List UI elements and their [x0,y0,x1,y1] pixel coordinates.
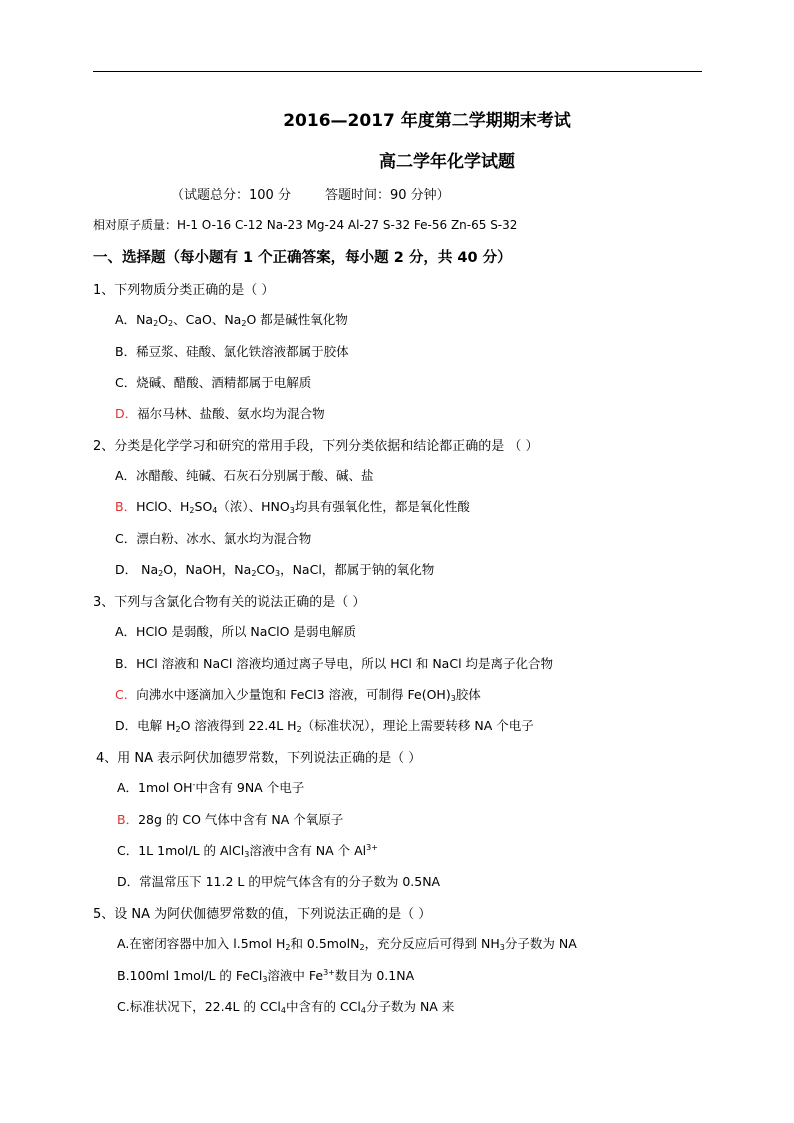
question-4-option-c: C．1L 1mol/L 的 AlCl$_3$溶液中含有 NA 个 $Al^{3+}$ [117,843,378,859]
question-3-option-b: B．HCl 溶液和 NaCl 溶液均通过离子导电，所以 HCl 和 NaCl 均是离子化合物 [115,656,554,671]
question-3-option-a: A．HClO 是弱酸，所以 NaClO 是弱电解质 [115,624,356,639]
question-4-option-b: B．28g 的 CO 气体中含有 NA 个氧原子 [117,812,344,827]
question-2-option-c: C．漂白粉、冰水、氯水均为混合物 [115,531,312,546]
answer-label: D． [115,406,138,421]
question-1-option-c: C．烧碱、醋酸、酒精都属于电解质 [115,375,312,390]
exam-info [171,184,450,203]
question-4-option-d: D．常温常压下 11.2 L 的甲烷气体含有的分子数为 0.5NA [117,874,441,889]
exam-time: 答题时间：90 分钟） [324,188,450,203]
answer-label: C． [115,687,137,702]
question-2-stem: 2、分类是化学学习和研究的常用手段，下列分类依据和结论都正确的是 （ ） [93,439,539,454]
question-3-stem: 3、下列与含氯化合物有关的说法正确的是（ ） [93,595,366,610]
question-2-option-d: D． $Na_2O$，NaOH，$Na_2CO_3$，NaCl，都属于钠的氧化物 [115,562,435,578]
answer-label: B． [115,499,137,514]
total-score: （试题总分：100 分 [171,188,291,203]
header-rule [93,71,702,72]
question-1-option-a: A．$Na_2O_2$、CaO、$Na_2O$ 都是碱性氧化物 [115,312,348,328]
question-3-option-d: D．电解 $H_2O$ 溶液得到 22.4L $H_2$（标准状况），理论上需要转移 NA 个电子 [115,718,534,734]
section-title: 一、选择题（每小题有 1 个正确答案，每小题 2 分，共 40 分） [93,250,512,266]
question-1-option-b: B．稀豆浆、硅酸、氯化铁溶液都属于胶体 [115,344,349,359]
question-4-stem: 4、用 NA 表示阿伏加德罗常数，下列说法正确的是（ ） [96,751,422,766]
question-5-option-b: B.100ml 1mol/L 的 FeCl$_3$溶液中 $Fe^{3+}$数目为 0.1NA [117,968,415,984]
exam-title: 2016—2017 年度第二学期期末考试 [283,111,571,131]
question-2-option-b: B．HClO、$H_2SO_4$（浓）、$HNO_3$均具有强氧化性，都是氧化性酸 [115,499,470,515]
question-1-stem: 1、下列物质分类正确的是（ ） [93,283,275,298]
question-2-option-a: A．冰醋酸、纯碱、石灰石分别属于酸、碱、盐 [115,468,374,483]
question-4-option-a: A．1mol OH-中含有 9NA 个电子 [117,780,305,795]
answer-label: B． [117,812,139,827]
atomic-masses: 相对原子质量：H-1 O-16 C-12 Na-23 Mg-24 Al-27 S-32 Fe-56 Zn-65 S-32 [93,218,518,232]
question-5-stem: 5、设 NA 为阿伏伽德罗常数的值，下列说法正确的是（ ） [93,907,432,922]
question-5-option-c: C.标准状况下，22.4L 的 CCl$_4$中含有的 CCl$_4$分子数为 NA 来 [117,999,455,1015]
exam-subtitle: 高二学年化学试题 [379,152,515,172]
question-5-option-a: A.在密闭容器中加入 l.5mol $H_2$和 0.5molN$_2$，充分反应后可得到 $NH_3$分子数为 NA [117,936,577,952]
question-3-option-c: C．向沸水中逐滴加入少量饱和 FeCl3 溶液，可制得 $Fe(OH)_3$胶体 [115,687,481,703]
question-1-option-d: D．福尔马林、盐酸、氨水均为混合物 [115,406,325,421]
